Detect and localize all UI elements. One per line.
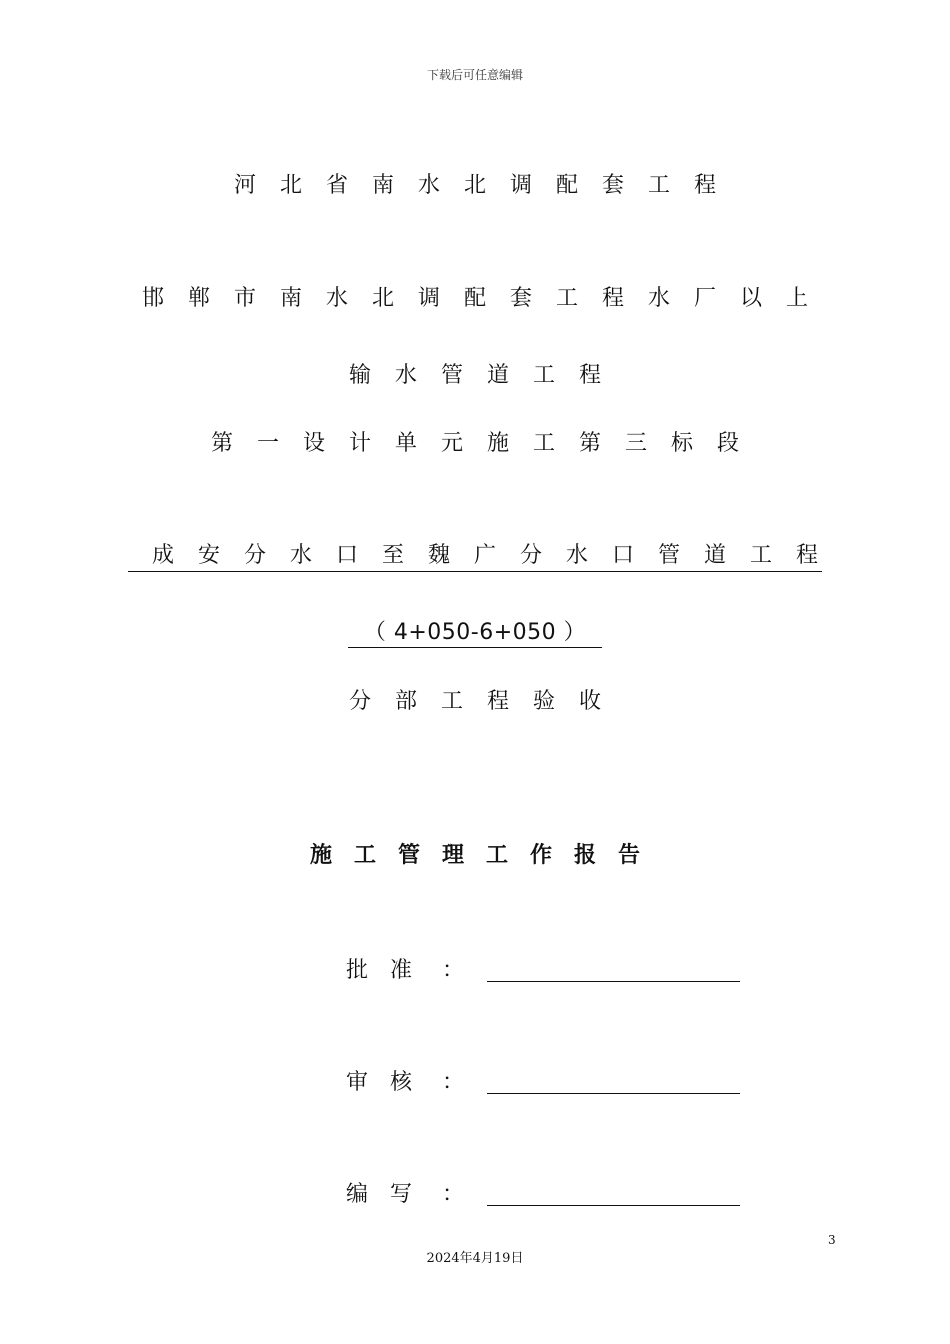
write-signature-line (487, 1205, 740, 1206)
approve-colon: ： (442, 958, 465, 983)
review-label: 审核 (346, 1070, 435, 1095)
document-date: 2024年4月19日 (426, 1251, 524, 1266)
write-colon: ： (442, 1182, 465, 1207)
project-name: 成安分水口至魏广分水口管道工程 (128, 538, 822, 572)
write-label: 编写 (346, 1182, 435, 1207)
review-signature-line (487, 1093, 740, 1094)
title-line-3: 输水管道工程 (348, 363, 625, 388)
title-line-1: 河北省南水北调配套工程 (233, 173, 740, 198)
header-note: 下载后可任意编辑 (426, 68, 523, 82)
review-colon: ： (442, 1070, 465, 1095)
report-title: 施工管理工作报告 (309, 843, 662, 868)
title-line-2: 邯郸市南水北调配套工程水厂以上 (141, 286, 832, 311)
page-number: 3 (828, 1233, 836, 1247)
chainage-range: （ 4+050-6+050 ） (348, 615, 602, 648)
approve-signature-line (487, 981, 740, 982)
title-line-4: 第一设计单元施工第三标段 (210, 431, 763, 456)
subtitle: 分部工程验收 (348, 689, 625, 714)
approve-label: 批准 (346, 958, 435, 983)
